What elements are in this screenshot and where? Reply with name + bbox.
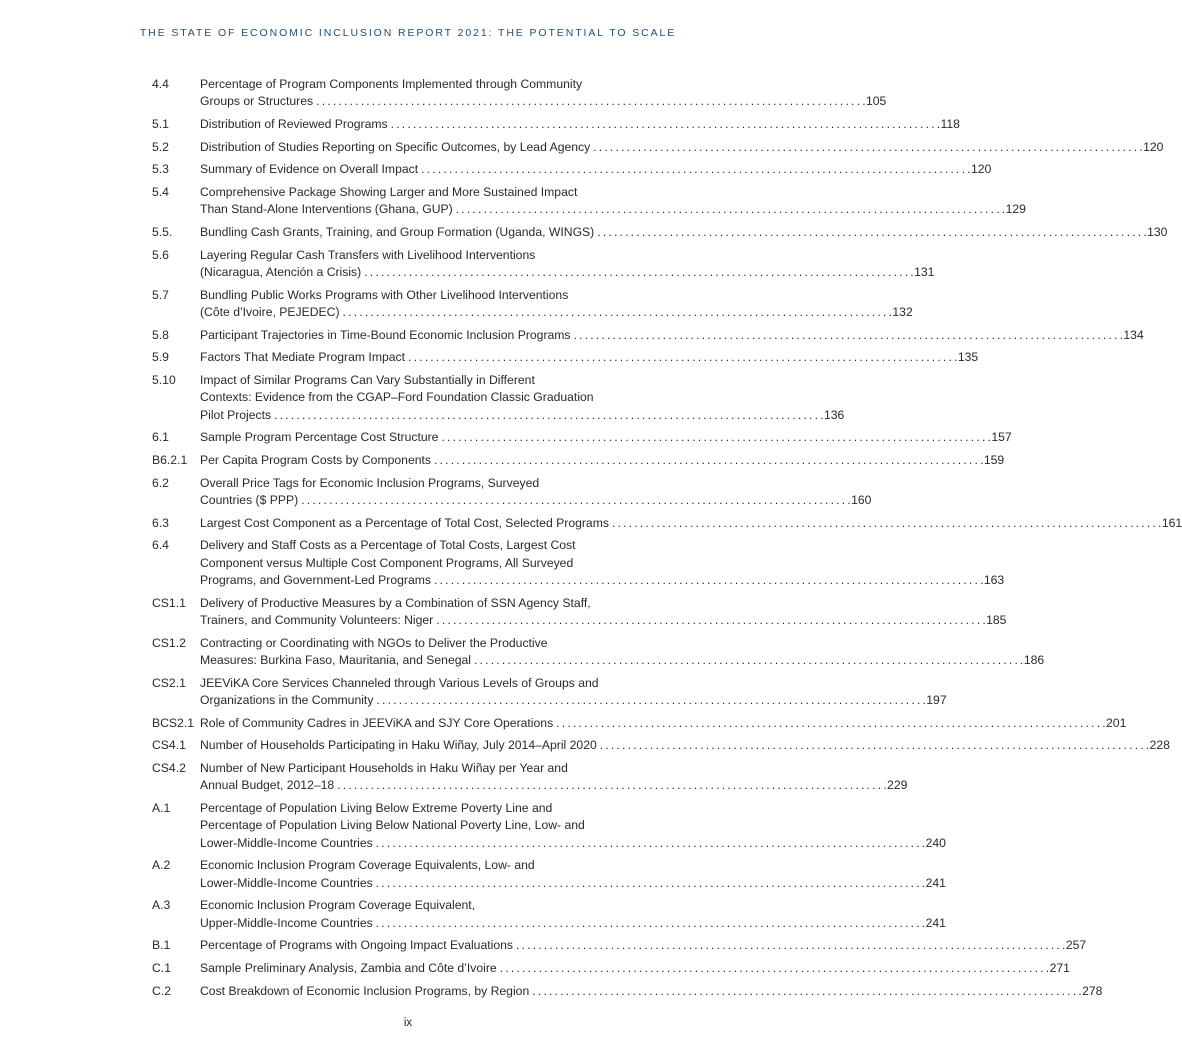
entry-title-line: Groups or Structures	[200, 94, 314, 109]
toc-entry	[152, 116, 960, 133]
entry-page-number: 120	[1143, 139, 1164, 154]
entry-number: A.1	[152, 800, 171, 815]
toc-entry	[152, 327, 1144, 344]
entry-title-line: (Côte d’Ivoire, PEJEDEC)	[200, 305, 340, 319]
entry-page-number: 186	[1023, 652, 1045, 667]
toc-entry	[152, 76, 887, 111]
entry-number: 5.7	[152, 287, 169, 302]
entry-number: 5.6	[152, 247, 169, 262]
dot-leader	[434, 452, 983, 469]
entry-page-number: 271	[1049, 960, 1070, 975]
entry-number: CS4.1	[152, 738, 186, 753]
entry-page-number: 130	[1147, 225, 1168, 240]
entry-number: 6.1	[152, 430, 169, 445]
entry-title-line: Percentage of Population Living Below National Poverty Line, Low- and	[200, 818, 585, 833]
entry-title-line: Cost Breakdown of Economic Inclusion Programs, by Region	[200, 983, 530, 998]
entry-page-number: 241	[925, 915, 946, 930]
toc-entry	[152, 537, 1005, 589]
entry-title-line: Upper-Middle-Income Countries	[200, 915, 373, 930]
entry-title-line: Role of Community Cadres in JEEViKA and SJY Core Operations	[200, 715, 554, 730]
entry-page-number: 134	[1123, 327, 1144, 342]
dot-leader	[456, 201, 1005, 218]
toc-entry	[152, 515, 1182, 532]
toc-entry	[152, 715, 1127, 732]
entry-title-line: Percentage of Programs with Ongoing Impact Evaluations	[200, 938, 513, 953]
toc-entry	[152, 800, 946, 852]
entry-number: 5.10	[152, 373, 176, 388]
entry-title-line: Number of New Participant Households in Haku Wiñay per Year and	[200, 761, 568, 775]
entry-page-number: 229	[887, 778, 908, 793]
toc-entry	[152, 247, 935, 282]
entry-number: 6.3	[152, 515, 169, 530]
entry-title-line: Overall Price Tags for Economic Inclusion Programs, Surveyed	[200, 475, 540, 490]
entry-title-line: Component versus Multiple Cost Component Programs, All Surveyed	[200, 555, 574, 570]
entry-page-number: 185	[986, 612, 1007, 627]
entry-title-line: Distribution of Studies Reporting on Specific Outcomes, by Lead Agency	[200, 139, 591, 154]
entry-page-number: 105	[865, 94, 887, 109]
entry-title-line: JEEViKA Core Services Channeled through Various Levels of Groups and	[200, 675, 599, 690]
entry-title-line: Economic Inclusion Program Coverage Equivalent,	[200, 898, 476, 913]
dot-leader	[343, 304, 892, 321]
dot-leader	[376, 835, 925, 852]
entry-page-number: 132	[892, 305, 913, 319]
toc-entry	[152, 184, 1026, 219]
toc-entry	[152, 349, 979, 366]
entry-page-number: 228	[1149, 738, 1170, 753]
entry-title-line: Pilot Projects	[200, 407, 272, 422]
entry-title-line: Distribution of Reviewed Programs	[200, 116, 388, 131]
toc-entry	[152, 429, 1012, 446]
dot-leader	[556, 715, 1105, 732]
dot-leader	[376, 875, 925, 892]
toc-entry	[152, 675, 947, 710]
dot-leader	[436, 612, 985, 629]
entry-number: 6.4	[152, 538, 169, 553]
toc-entry	[152, 372, 845, 424]
list-of-figures	[152, 76, 1182, 1005]
page-number: ix	[403, 1017, 413, 1029]
toc-entry	[152, 737, 1170, 754]
entry-page-number: 129	[1005, 202, 1026, 217]
entry-title-line: Trainers, and Community Volunteers: Niger	[200, 612, 434, 627]
entry-title-line: Annual Budget, 2012–18	[200, 778, 335, 793]
entry-number: CS1.1	[152, 595, 186, 610]
dot-leader	[316, 93, 865, 110]
dot-leader	[376, 692, 925, 709]
entry-number: 5.4	[152, 185, 169, 200]
dot-leader	[376, 915, 925, 932]
dot-leader	[593, 139, 1142, 156]
entry-number: 5.9	[152, 350, 169, 365]
entry-number: BCS2.1	[152, 715, 195, 730]
entry-title-line: Contexts: Evidence from the CGAP–Ford Foundation Classic Graduation	[200, 390, 594, 405]
entry-title-line: Layering Regular Cash Transfers with Livelihood Interventions	[200, 247, 536, 262]
toc-entry	[152, 595, 1007, 630]
entry-number: 5.5.	[152, 225, 173, 240]
toc-entry	[152, 475, 872, 510]
dot-leader	[574, 327, 1123, 344]
entry-number: A.3	[152, 898, 171, 913]
entry-title-line: Percentage of Program Components Implemented through Community	[200, 77, 583, 91]
entry-title-line: Impact of Similar Programs Can Vary Substantially in Different	[200, 373, 535, 388]
entry-title-line: Lower-Middle-Income Countries	[200, 835, 373, 850]
entry-page-number: 120	[970, 162, 992, 177]
entry-title-line: Sample Preliminary Analysis, Zambia and Côte d’Ivoire	[200, 960, 497, 975]
toc-entry	[152, 960, 1070, 977]
entry-page-number: 136	[823, 407, 845, 422]
entry-title-line: Largest Cost Component as a Percentage of Total Cost, Selected Programs	[200, 515, 609, 530]
entry-number: A.2	[152, 858, 171, 873]
entry-number: 5.2	[152, 139, 169, 154]
entry-number: CS1.2	[152, 635, 186, 650]
dot-leader	[516, 937, 1065, 954]
entry-title-line: Contracting or Coordinating with NGOs to Deliver the Productive	[200, 635, 548, 650]
entry-page-number: 197	[926, 692, 947, 707]
entry-number: B.1	[152, 938, 171, 953]
toc-entry	[152, 287, 913, 322]
toc-entry	[152, 760, 908, 795]
entry-page-number: 240	[925, 835, 946, 850]
entry-title-line: Number of Households Participating in Haku Wiñay, July 2014–April 2020	[200, 738, 597, 753]
entry-page-number: 157	[991, 430, 1012, 445]
entry-title-line: Organizations in the Community	[200, 692, 374, 707]
entry-number: CS4.2	[152, 761, 186, 775]
entry-number: 6.2	[152, 475, 169, 490]
entry-title-line: Countries ($ PPP)	[200, 493, 299, 508]
entry-title-line: Percentage of Population Living Below Extreme Poverty Line and	[200, 800, 553, 815]
dot-leader	[441, 429, 990, 446]
entry-page-number: 201	[1106, 715, 1127, 730]
dot-leader	[612, 515, 1161, 532]
entry-number: CS2.1	[152, 675, 186, 690]
dot-leader	[600, 737, 1149, 754]
entry-page-number: 163	[983, 572, 1005, 587]
toc-entry	[152, 452, 1005, 469]
dot-leader	[274, 407, 823, 424]
dot-leader	[391, 116, 940, 133]
entry-page-number: 135	[957, 350, 979, 365]
entry-page-number: 159	[983, 453, 1005, 468]
entry-title-line: (Nicaragua, Atención a Crisis)	[200, 265, 362, 280]
entry-title-line: Per Capita Program Costs by Components	[200, 453, 431, 468]
entry-title-line: Measures: Burkina Faso, Mauritania, and Senegal	[200, 652, 471, 667]
dot-leader	[500, 960, 1049, 977]
entry-page-number: 118	[940, 116, 960, 131]
entry-page-number: 161	[1161, 515, 1182, 530]
entry-title-line: Sample Program Percentage Cost Structure	[200, 430, 439, 445]
entry-number: 4.4	[152, 77, 169, 91]
entry-page-number: 160	[851, 493, 872, 508]
dot-leader	[301, 492, 850, 509]
dot-leader	[364, 264, 913, 281]
dot-leader	[597, 224, 1146, 241]
entry-title-line: Than Stand-Alone Interventions (Ghana, GUP)	[200, 202, 453, 217]
entry-page-number: 278	[1082, 983, 1103, 998]
toc-entry	[152, 897, 946, 932]
entry-number: C.1	[152, 960, 171, 975]
entry-title-line: Participant Trajectories in Time-Bound Economic Inclusion Programs	[200, 327, 571, 342]
running-head: THE STATE OF ECONOMIC INCLUSION REPORT 2021: THE POTENTIAL TO SCALE	[139, 27, 677, 39]
dot-leader	[337, 777, 886, 794]
entry-title-line: Bundling Public Works Programs with Other Livelihood Interventions	[200, 287, 569, 302]
toc-entry	[152, 937, 1087, 954]
toc-entry	[152, 635, 1045, 670]
entry-page-number: 241	[925, 875, 946, 890]
entry-number: 5.1	[152, 116, 169, 131]
entry-number: 5.3	[152, 162, 169, 177]
dot-leader	[408, 349, 957, 366]
dot-leader	[474, 652, 1023, 669]
entry-title-line: Bundling Cash Grants, Training, and Group Formation (Uganda, WINGS)	[200, 225, 595, 240]
entry-title-line: Delivery and Staff Costs as a Percentage of Total Costs, Largest Cost	[200, 538, 576, 553]
dot-leader	[532, 983, 1081, 1000]
entry-number: 5.8	[152, 327, 169, 342]
toc-entry	[152, 983, 1103, 1000]
entry-title-line: Factors That Mediate Program Impact	[200, 350, 406, 365]
entry-title-line: Economic Inclusion Program Coverage Equivalents, Low- and	[200, 858, 535, 873]
dot-leader	[421, 161, 970, 178]
entry-title-line: Lower-Middle-Income Countries	[200, 875, 373, 890]
toc-entry	[152, 139, 1164, 156]
entry-page-number: 131	[914, 265, 935, 280]
entry-page-number: 257	[1065, 938, 1087, 953]
toc-entry	[152, 857, 946, 892]
entry-title-line: Comprehensive Package Showing Larger and More Sustained Impact	[200, 185, 578, 200]
entry-number: B6.2.1	[152, 453, 188, 468]
dot-leader	[434, 572, 983, 589]
entry-title-line: Delivery of Productive Measures by a Combination of SSN Agency Staff,	[200, 595, 591, 610]
toc-entry	[152, 224, 1168, 241]
entry-title-line: Programs, and Government-Led Programs	[200, 572, 431, 587]
entry-title-line: Summary of Evidence on Overall Impact	[200, 162, 419, 177]
toc-entry	[152, 161, 992, 178]
entry-number: C.2	[152, 983, 171, 998]
